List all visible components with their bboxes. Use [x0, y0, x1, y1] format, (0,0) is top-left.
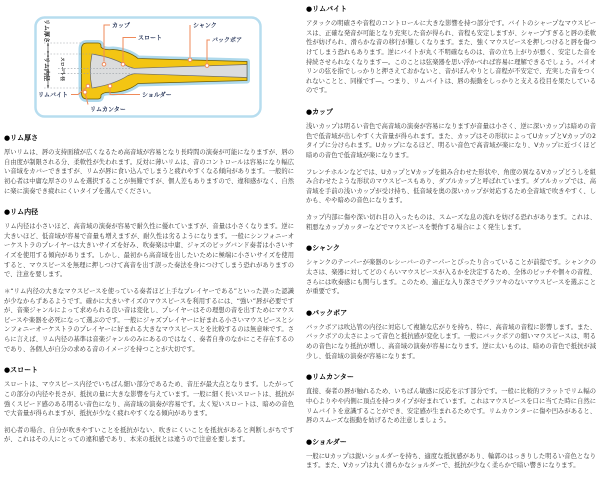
shoulder-label: ショルダー — [142, 92, 172, 99]
backbore-label: バックボア — [212, 37, 243, 45]
section-paragraph: 厚いリムは、唇の支持面積が広くなるため高音域が容易となり長時間の演奏が可能になりますが、唇の自由度が制限される分、柔軟性が失われます。反対に薄いリムは、音のコントロールは容易になり幅広い音域をカバーできますが、リムが唇に食い込んでしまうと疲れやすくなる傾向があります。一般的に初心者は中庸な厚さのリムを選択することが無難ですが、個人差もありますので、違和感がなく、自然に楽に演奏でき疲れにくいタイプを選んでください。 — [4, 149, 294, 195]
rim-inner-diameter-label: リム内径 — [42, 57, 50, 82]
rim-bite-label: リムバイト — [38, 92, 69, 99]
section-paragraph: 初心者の場合、自分が吹きやすいことを抵抗がない、吹きにくいことを抵抗があると判断しがちですが、これはその人にとっての違和感であり、本来の抵抗とは違うので注意を要します。 — [4, 426, 294, 444]
section-shoulder — [306, 437, 596, 471]
section-shank — [306, 243, 596, 297]
section-heading: ●リム厚さ — [4, 134, 39, 142]
section-heading: ●バックボア — [306, 308, 348, 317]
section-throat — [4, 365, 294, 445]
section-paragraph: 一般にUカップは鋭いショルダーを持ち、適度な抵抗感があり、輪郭のはっきりした明るい音色となります。また、Vカップは丸く滑らかなショルダーで、抵抗が少なく柔らかで暗い響きになります。 — [306, 452, 596, 470]
section-paragraph: フレンチホルンなどでは、UカップとVカップを組み合わせた形状や、角度の異なるVカップどうしを組み合わせたような形状のマウスピースもあり、ダブルカップと呼ばれています。ダブルカップでは、高音域を手前の浅いカップが受け持ち、低音域を奥の深いカップが対応するため全音域で吹きやすく、しかも、やや暗めの音色になります。 — [306, 168, 596, 205]
section-paragraph: 浅いカップは明るい音色で高音域の演奏が容易になりますが音量は小さく、逆に深いカップは暗めの音色で低音域が出しやすく大音量が得られます。また、カップはその形状によってUカップとVカップの2タイプに分けられます。Uカップになるほど、明るい音色で高音域が楽になり、Vカップに近づくほど暗めの音色で低音域が楽になります。 — [306, 123, 596, 159]
section-backbore — [306, 308, 596, 362]
section-rim-inner-diameter — [4, 207, 294, 354]
section-paragraph: 直接、奏者の唇が触れるため、いちばん敏感に反応を示す部分です。一般に比較的フラットでリム幅の中心よりやや内側に頂点を持つタイプが好まれています。これはマウスピースを口に当てた時に自然にリムバイトを意識することができ、安定感が生まれるためです。リムカウンターに傷や凹みがあると、唇のスムーズな振動を妨げるため注意しましょう。 — [306, 388, 596, 425]
shank-label: シャンク — [193, 22, 217, 30]
section-paragraph: バックボアは吹込管の内径に対応して複雑な広がりを持ち、特に、高音域の音程に影響します。また、バックボアの太さによって音色と抵抗感が変化します。一般にバックボアの細いマウスピースは、明るめの音色になり抵抗が増し、高音域の演奏が容易になります。逆に太いものは、暗めの音色で抵抗が減少し、低音域の演奏が容易になります。 — [306, 323, 596, 360]
section-paragraph: カップ内部に傷や深い切れ目の入ったものは、スムーズな息の流れを妨げる恐れがあります。これは、粗悪なカップカッターなどでマウスピースを製作する場合によく発生します。 — [306, 214, 596, 231]
right-column — [306, 2, 596, 478]
section-heading: ●ショルダー — [306, 437, 347, 446]
section-paragraph: リム内径は小さいほど、高音域の演奏が容易で耐久性に優れていますが、音量は小さくなります。逆に大きいほど、低音域が容易で音量も増えますが、耐久性は劣るようになります。一般にシンフォニーオーケストラのプレイヤーは大きいサイズを好み、吹奏楽は中庸、ジャズのビッグバンド奏者は小さいサイズを使用する傾向があります。しかし、最初から高音域を出したいために極端に小さいサイズを使用すると、マウスピースを無理に押しつけて高音を出す誤った奏法を身につけてしまう恐れがありますので、注意を要します。 — [4, 223, 294, 279]
section-heading: ●スロート — [4, 366, 39, 375]
throat-label: スロート — [138, 34, 163, 42]
section-cup — [306, 107, 596, 232]
section-heading: ●リムカンター — [306, 373, 354, 382]
section-heading: ●シャンク — [306, 244, 340, 253]
section-rim-contour — [306, 372, 596, 426]
rim-thickness-label: リム厚さ — [42, 19, 50, 44]
section-paragraph: シャンクのテーパーが楽器のレシーバーのテーパーとぴったり合っていることが前提です。シャンクの太さは、楽器に対してどのくらいマウスピースが入るかを決定するため、全体のピッチや個々の音程、さらには吹奏感にも関与します。このため、適正な入り深さでグラツキのないマウスピースを選ぶことが重要です。 — [306, 259, 596, 296]
left-column — [4, 2, 294, 478]
section-heading: ●リム内径 — [4, 208, 39, 217]
mouthpiece-cross-section-svg — [34, 16, 262, 118]
section-rim-thickness — [4, 133, 294, 196]
section-paragraph: スロートは、マウスピース内径でいちばん細い部分であるため、音圧が最大点となります。したがってこの部分の内径や長さが、抵抗の量に大きな影響を与えています。一般に細く長いスロートは、抵抗が強くスピード感のある明るい音色になり、高音域の演奏が容易です。太く短いスロートは、暗めの音色で大音量が得られますが、抵抗が少なく疲れやすくなる傾向があります。 — [4, 381, 294, 418]
rim-contour-label: リムカンター — [90, 106, 126, 114]
section-heading: ●リムバイト — [306, 5, 348, 13]
throat-diameter-label: スロート径 — [59, 57, 64, 81]
section-heading: ●カップ — [306, 108, 334, 116]
section-rim-bite — [306, 4, 596, 96]
cup-label: カップ — [112, 22, 130, 30]
section-paragraph: アタックの明確さや音程のコントロールに大きな影響を持つ部分です。バイトのシャープなマウスピースは、正確な発音が可能となり充実した音が得られ、音程も安定しますが、シャープすぎると唇の柔軟性が妨げられ、滑らかな音の移行が難しくなります。また、強くマウスピースを押しつけると唇を傷つけてしまう恐れもあります。逆にバイトが丸く不明確なものは、音の立ち上がりが悪く、安定した音を持続させられなくなります—。このことは弦楽器を思い浮かべれば容易に理解できるでしょう。バイオリンの弦を指でしっかりと押さえておかないと、音がぼんやりとし音程が不安定で、充実した音をつくれないことと、同様です—。つまり、リムバイトは、唇の振動をしっかりと支える役目を果たしているのです。 — [306, 20, 596, 95]
mouthpiece-diagram — [34, 16, 294, 122]
section-note-paragraph: ＊“リム内径の大きなマウスピースを使っている奏者ほど上手なプレイヤーである”といった誤った認識が少なからずあるようです。確かに大きいサイズのマウスピースを利用するには、“強い”唇が必要ですが、音楽ジャンルによって求められる良い音は変化し、プレイヤーはその理想の音を出すためにマウスピースや楽器を必死になって選ぶのです。一般にジャズプレイヤーに好まれる小さいマウスピースとシンフォニーオーケストラのプレイヤーに好まれる大きなマウスピースとを比較するのは無意味です。さらに言えば、リム内径の基準は音楽ジャンルのみにあるのではなく、奏者自身のなかにこそ存在するのであり、各個人が自分の求める音のイメージを持つことが大切です。 — [4, 287, 294, 353]
